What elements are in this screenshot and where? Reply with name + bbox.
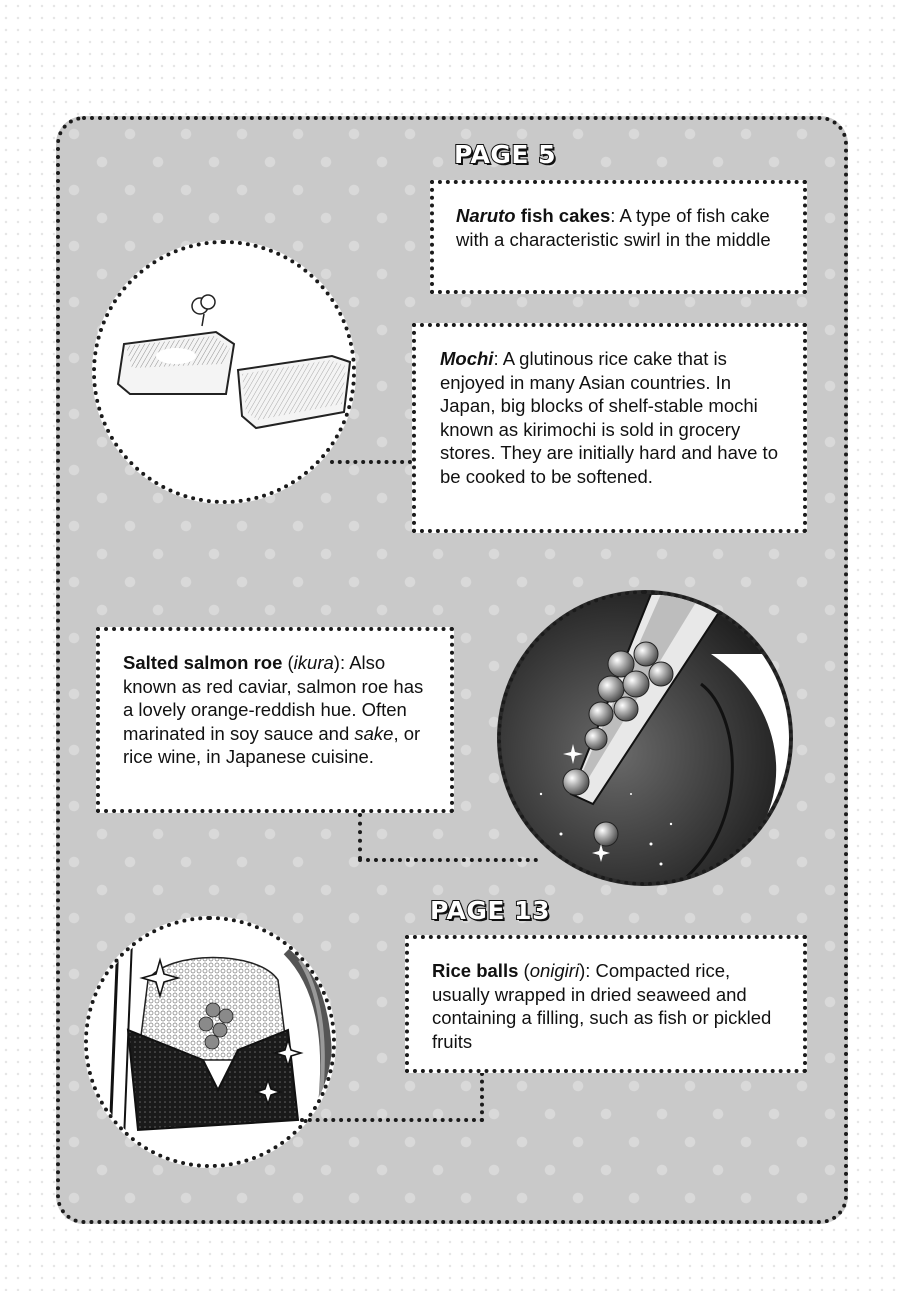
mochi-definition-box [412,323,807,533]
ikura-connector-horizontal [358,858,538,862]
salmon-roe-illustration [497,590,793,886]
ikura-connector-vertical [358,813,362,860]
ikura-definition: Salted salmon roe (ikura): Also known as red caviar, salmon roe has a lovely orange-reddish hue. Often marinated in soy sauce and sake, or rice wine, in Japanese cuisine. [123,652,424,767]
onigiri-definition-box [405,935,807,1073]
naruto-definition-box [430,180,807,294]
mochi-blocks-icon [96,244,352,500]
page-5-header: PAGE 5 [454,140,557,169]
salmon-roe-spoon-icon [501,594,789,882]
onigiri-connector-horizontal [300,1118,484,1122]
mochi-connector [330,460,412,464]
mochi-definition: Mochi: A glutinous rice cake that is enjoyed in many Asian countries. In Japan, big blocks of shelf-stable mochi known as kirimochi is sold in grocery stores. They are initially hard and have to be cooked to be softened. [440,348,778,487]
onigiri-connector-vertical [480,1072,484,1122]
rice-ball-icon [88,920,332,1164]
rice-ball-illustration [84,916,336,1168]
mochi-illustration [92,240,356,504]
naruto-definition: Naruto fish cakes: A type of fish cake with a characteristic swirl in the middle [456,205,771,250]
onigiri-definition: Rice balls (onigiri): Compacted rice, usually wrapped in dried seaweed and containing a filling, such as fish or pickled fruits [432,960,772,1052]
page-13-header: PAGE 13 [430,896,550,925]
ikura-definition-box [96,627,454,813]
